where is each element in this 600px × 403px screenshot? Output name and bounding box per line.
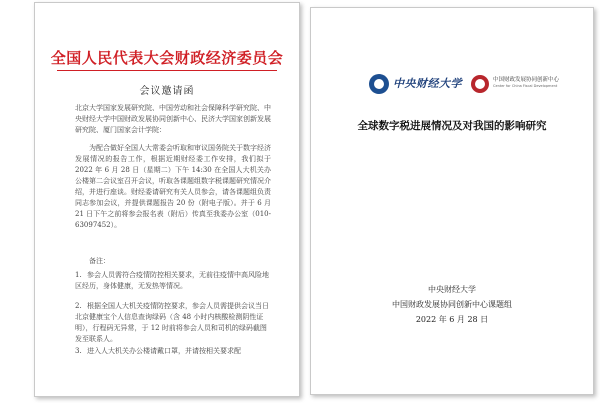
remarks-label: 备注： <box>89 257 110 265</box>
note-text: 根据全国人大机关疫情防控要求，参会人员需提供会议当日北京健康宝个人信息查询绿码（含 48 小时内核酸检测阴性证明），行程码无异常，于 12 时前将参会人员和司机的绿码截图发至联系人。 <box>75 302 269 343</box>
note-item <box>75 346 271 357</box>
invitation-subtitle: 会议邀请函 <box>139 86 195 97</box>
note-number: 1. <box>75 271 82 279</box>
note-text: 进入人大机关办公楼请戴口罩，并请按相关要求配 <box>87 347 241 355</box>
logo-row <box>311 72 593 96</box>
center-logo-text: 中国财政发展协同创新中心 <box>493 77 560 83</box>
center-logo-english: Center for China Fiscal Development <box>493 84 558 88</box>
report-cover-page <box>310 7 594 395</box>
cufe-emblem-icon <box>369 74 389 94</box>
report-date: 2022 年 6 月 28 日 <box>415 315 489 324</box>
addressees-text: 北京大学国家发展研究院、中国劳动和社会保障科学研究院、中央财经大学中国财政发展协同创新中心、民济大学国家创新发展研究院、厦门国家会计学院： <box>75 104 271 134</box>
report-title: 全球数字税进展情况及对我国的影响研究 <box>357 120 547 132</box>
org-line-research-group: 中国财政发展协同创新中心课题组 <box>392 300 512 309</box>
note-number: 3. <box>75 347 82 355</box>
cufe-logo-text: 中央财经大学 <box>393 77 462 90</box>
note-number: 2. <box>75 302 82 310</box>
main-paragraph <box>75 143 271 231</box>
addressees-paragraph <box>75 103 271 136</box>
center-emblem-icon <box>471 75 489 93</box>
note-item <box>75 270 271 292</box>
note-text: 参会人员需符合疫情防控相关要求，无前往疫情中高风险地区经历，身体健康，无发热等情况。 <box>75 271 269 290</box>
cufe-logo <box>369 72 467 96</box>
org-line-university: 中央财经大学 <box>428 285 476 294</box>
main-paragraph-text: 为配合做好全国人大常委会听取和审议国务院关于数字经济发展情况的报告工作，根据近期财经委工作安排，我们拟于 2022 年 6 月 28 日（星期二）下午 14:30 在全国人大机关办公楼第二会议室召开会议，听取各课题组数字税课题研究情况介绍，并进行座谈。财经委请研究有关人员参会，请各课题组负责同志参加会议，并提供课题报告 20 份（附电子版）。并于 6 月 21 日下午之前将参会报名表（附后）传真至我委办公室（010-63097452）。 <box>75 144 271 229</box>
letterhead-rule <box>57 70 277 71</box>
letterhead-title: 全国人民代表大会财政经济委员会 <box>50 49 284 67</box>
invitation-letter-page <box>34 2 300 397</box>
note-item <box>75 301 271 345</box>
center-logo <box>471 72 577 96</box>
